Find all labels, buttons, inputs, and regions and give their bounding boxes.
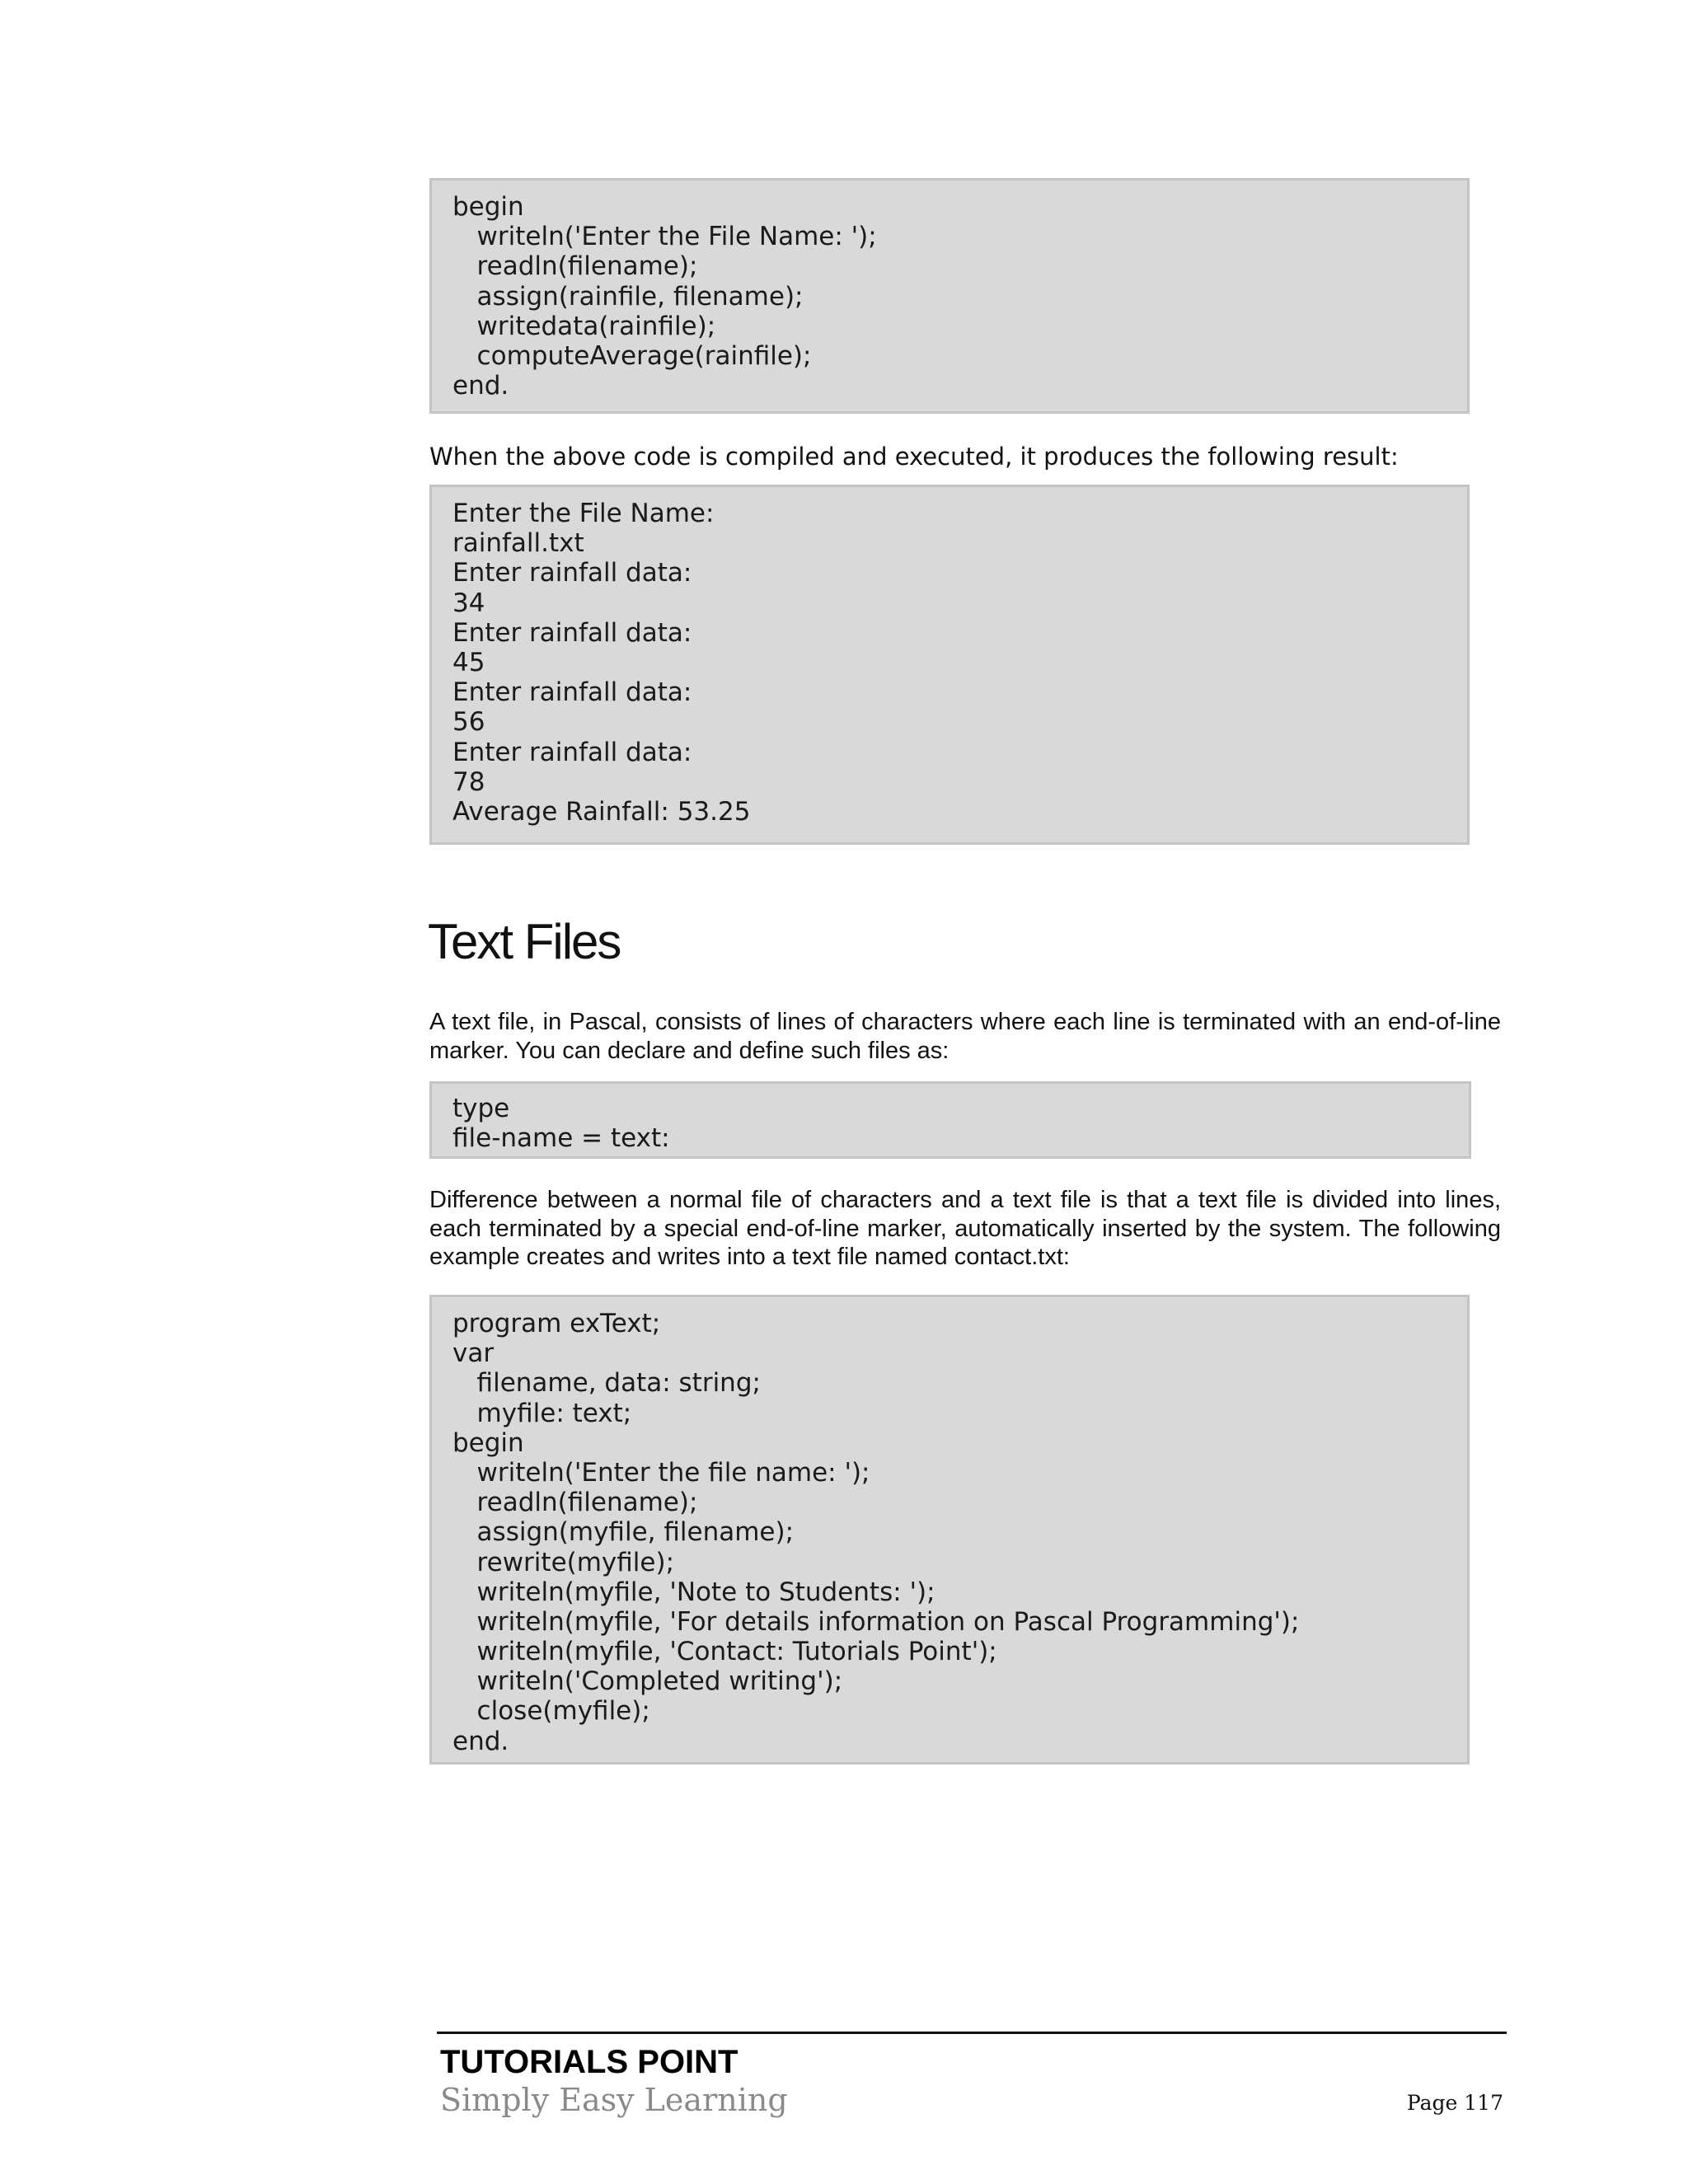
code-line: writeln('Enter the file name: '); — [452, 1457, 870, 1488]
code-line: filename, data: string; — [452, 1368, 761, 1399]
code-line: writeln('Completed writing'); — [452, 1666, 843, 1697]
code-line: end. — [452, 1726, 509, 1756]
output-line: Enter rainfall data: — [452, 617, 692, 648]
text-file-paragraph: A text file, in Pascal, consists of lines of characters where each line is terminated with an end-of-line marker. You can declare and define such files as: — [429, 1009, 1501, 1064]
code-line: writeln('Enter the File Name: '); — [452, 222, 877, 252]
code-line: begin — [452, 192, 524, 222]
code-line: begin — [452, 1427, 524, 1458]
output-line: Enter rainfall data: — [452, 737, 692, 767]
type-declaration-block — [429, 1081, 1471, 1159]
footer-tagline: Simply Easy Learning — [440, 2082, 788, 2118]
output-line: Average Rainfall: 53.25 — [452, 796, 751, 827]
code-line: readln(filename); — [452, 251, 698, 282]
output-line: 56 — [452, 707, 485, 738]
code-line: writeln(myfile, 'For details information on Pascal Programming'); — [452, 1606, 1300, 1637]
output-line: 34 — [452, 588, 485, 618]
code-line: writeln(myfile, 'Note to Students: '); — [452, 1577, 935, 1607]
difference-paragraph: Difference between a normal file of characters and a text file is that a text file is divided into lines, each terminated by a special end-of-line marker, automatically inserted by the system. The following example creates and writes into a text file named contact.txt: — [429, 1187, 1501, 1270]
code-line: writedata(rainfile); — [452, 311, 716, 341]
section-heading: Text Files — [428, 914, 621, 969]
output-line: 45 — [452, 647, 485, 677]
output-line: Enter rainfall data: — [452, 558, 692, 588]
code-line: program exText; — [452, 1309, 661, 1338]
code-line: var — [452, 1338, 495, 1369]
code-block-main-program — [429, 178, 1470, 414]
output-block — [429, 485, 1470, 845]
code-line: rewrite(myfile); — [452, 1547, 675, 1577]
page-number: Page 117 — [1406, 2091, 1503, 2115]
output-line: Enter rainfall data: — [452, 677, 692, 708]
output-line: Enter the File Name: — [452, 499, 715, 528]
footer-brand: TUTORIALS POINT — [440, 2044, 738, 2080]
code-line: myfile: text; — [452, 1398, 632, 1428]
output-line: 78 — [452, 766, 485, 797]
code-line: close(myfile); — [452, 1696, 650, 1727]
code-line: end. — [452, 371, 509, 401]
code-line: assign(rainfile, filename); — [452, 281, 804, 312]
result-intro-text: When the above code is compiled and executed, it produces the following result: — [429, 443, 1399, 471]
code-block-extext-program — [429, 1295, 1470, 1765]
output-line: rainfall.txt — [452, 528, 584, 559]
code-line: readln(filename); — [452, 1488, 698, 1518]
code-line: type — [452, 1094, 510, 1123]
code-line: computeAverage(rainfile); — [452, 340, 812, 371]
footer-divider — [437, 2032, 1507, 2034]
code-line: file-name = text: — [452, 1123, 670, 1154]
code-line: writeln(myfile, 'Contact: Tutorials Point'); — [452, 1637, 997, 1667]
code-line: assign(myfile, filename); — [452, 1517, 795, 1548]
